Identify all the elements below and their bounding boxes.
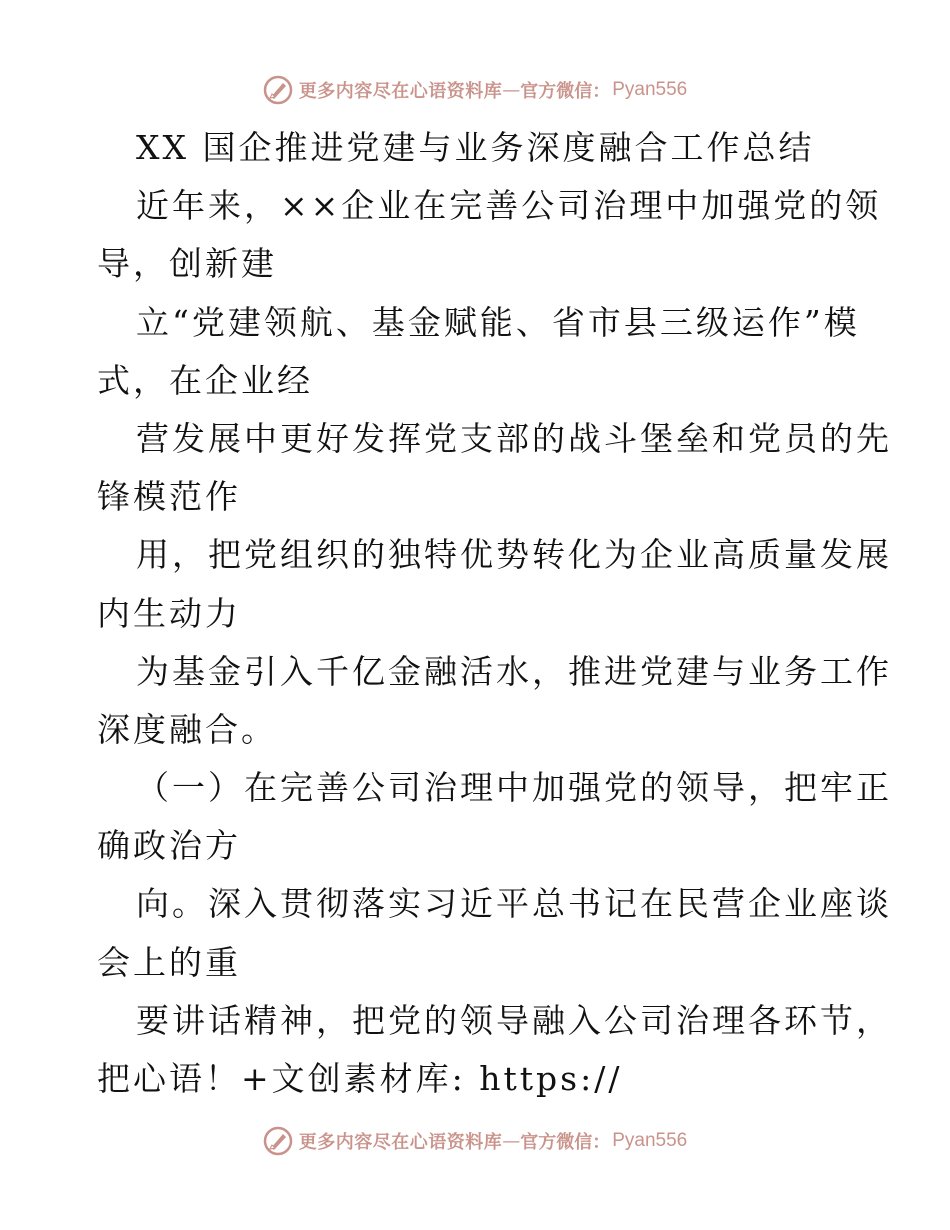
body-line: 立“党建领航、基金赋能、省市县三级运作”模 (136, 302, 860, 342)
body-line: 锋模范作 (97, 477, 241, 517)
body-line: 把心语！+文创素材库: https:// (97, 1059, 623, 1098)
body-line: 向。深入贯彻落实习近平总书记在民营企业座谈 (136, 884, 892, 924)
body-line: 会上的重 (97, 942, 241, 982)
watermark-wechat-label: 官方微信： (520, 1132, 611, 1153)
watermark-separator: — (502, 79, 521, 101)
watermark-wechat-label: 官方微信： (520, 81, 611, 102)
pen-logo-icon (263, 1126, 293, 1156)
body-line: 营发展中更好发挥党支部的战斗堡垒和党员的先 (136, 418, 892, 458)
watermark-wechat-id: Pyan556 (612, 1130, 688, 1151)
watermark-main-text: 更多内容尽在心语资料库 (298, 81, 503, 102)
body-line: 用，把党组织的独特优势转化为企业高质量发展 (136, 535, 892, 575)
watermark-main-text: 更多内容尽在心语资料库 (298, 1132, 503, 1153)
watermark-banner-top (0, 70, 950, 110)
watermark-separator: — (502, 1130, 521, 1152)
document-title: XX 国企推进党建与业务深度融合工作总结 (136, 128, 815, 167)
body-line: 式，在企业经 (97, 360, 313, 400)
body-line: 要讲话精神，把党的领导融入公司治理各环节， (136, 1000, 892, 1040)
body-line: 确政治方 (97, 826, 241, 866)
watermark-banner-bottom (0, 1121, 950, 1161)
body-line: （一）在完善公司治理中加强党的领导，把牢正 (136, 768, 892, 808)
body-line: 为基金引入千亿金融活水，推进党建与业务工作 (136, 651, 892, 691)
body-line: 近年来，××企业在完善公司治理中加强党的领 (136, 186, 882, 226)
document-body (97, 119, 892, 1108)
body-line: 导，创新建 (97, 244, 277, 284)
pen-logo-icon (263, 75, 293, 105)
body-line: 内生动力 (97, 593, 241, 633)
watermark-wechat-id: Pyan556 (612, 79, 688, 100)
body-line: 深度融合。 (97, 709, 277, 749)
